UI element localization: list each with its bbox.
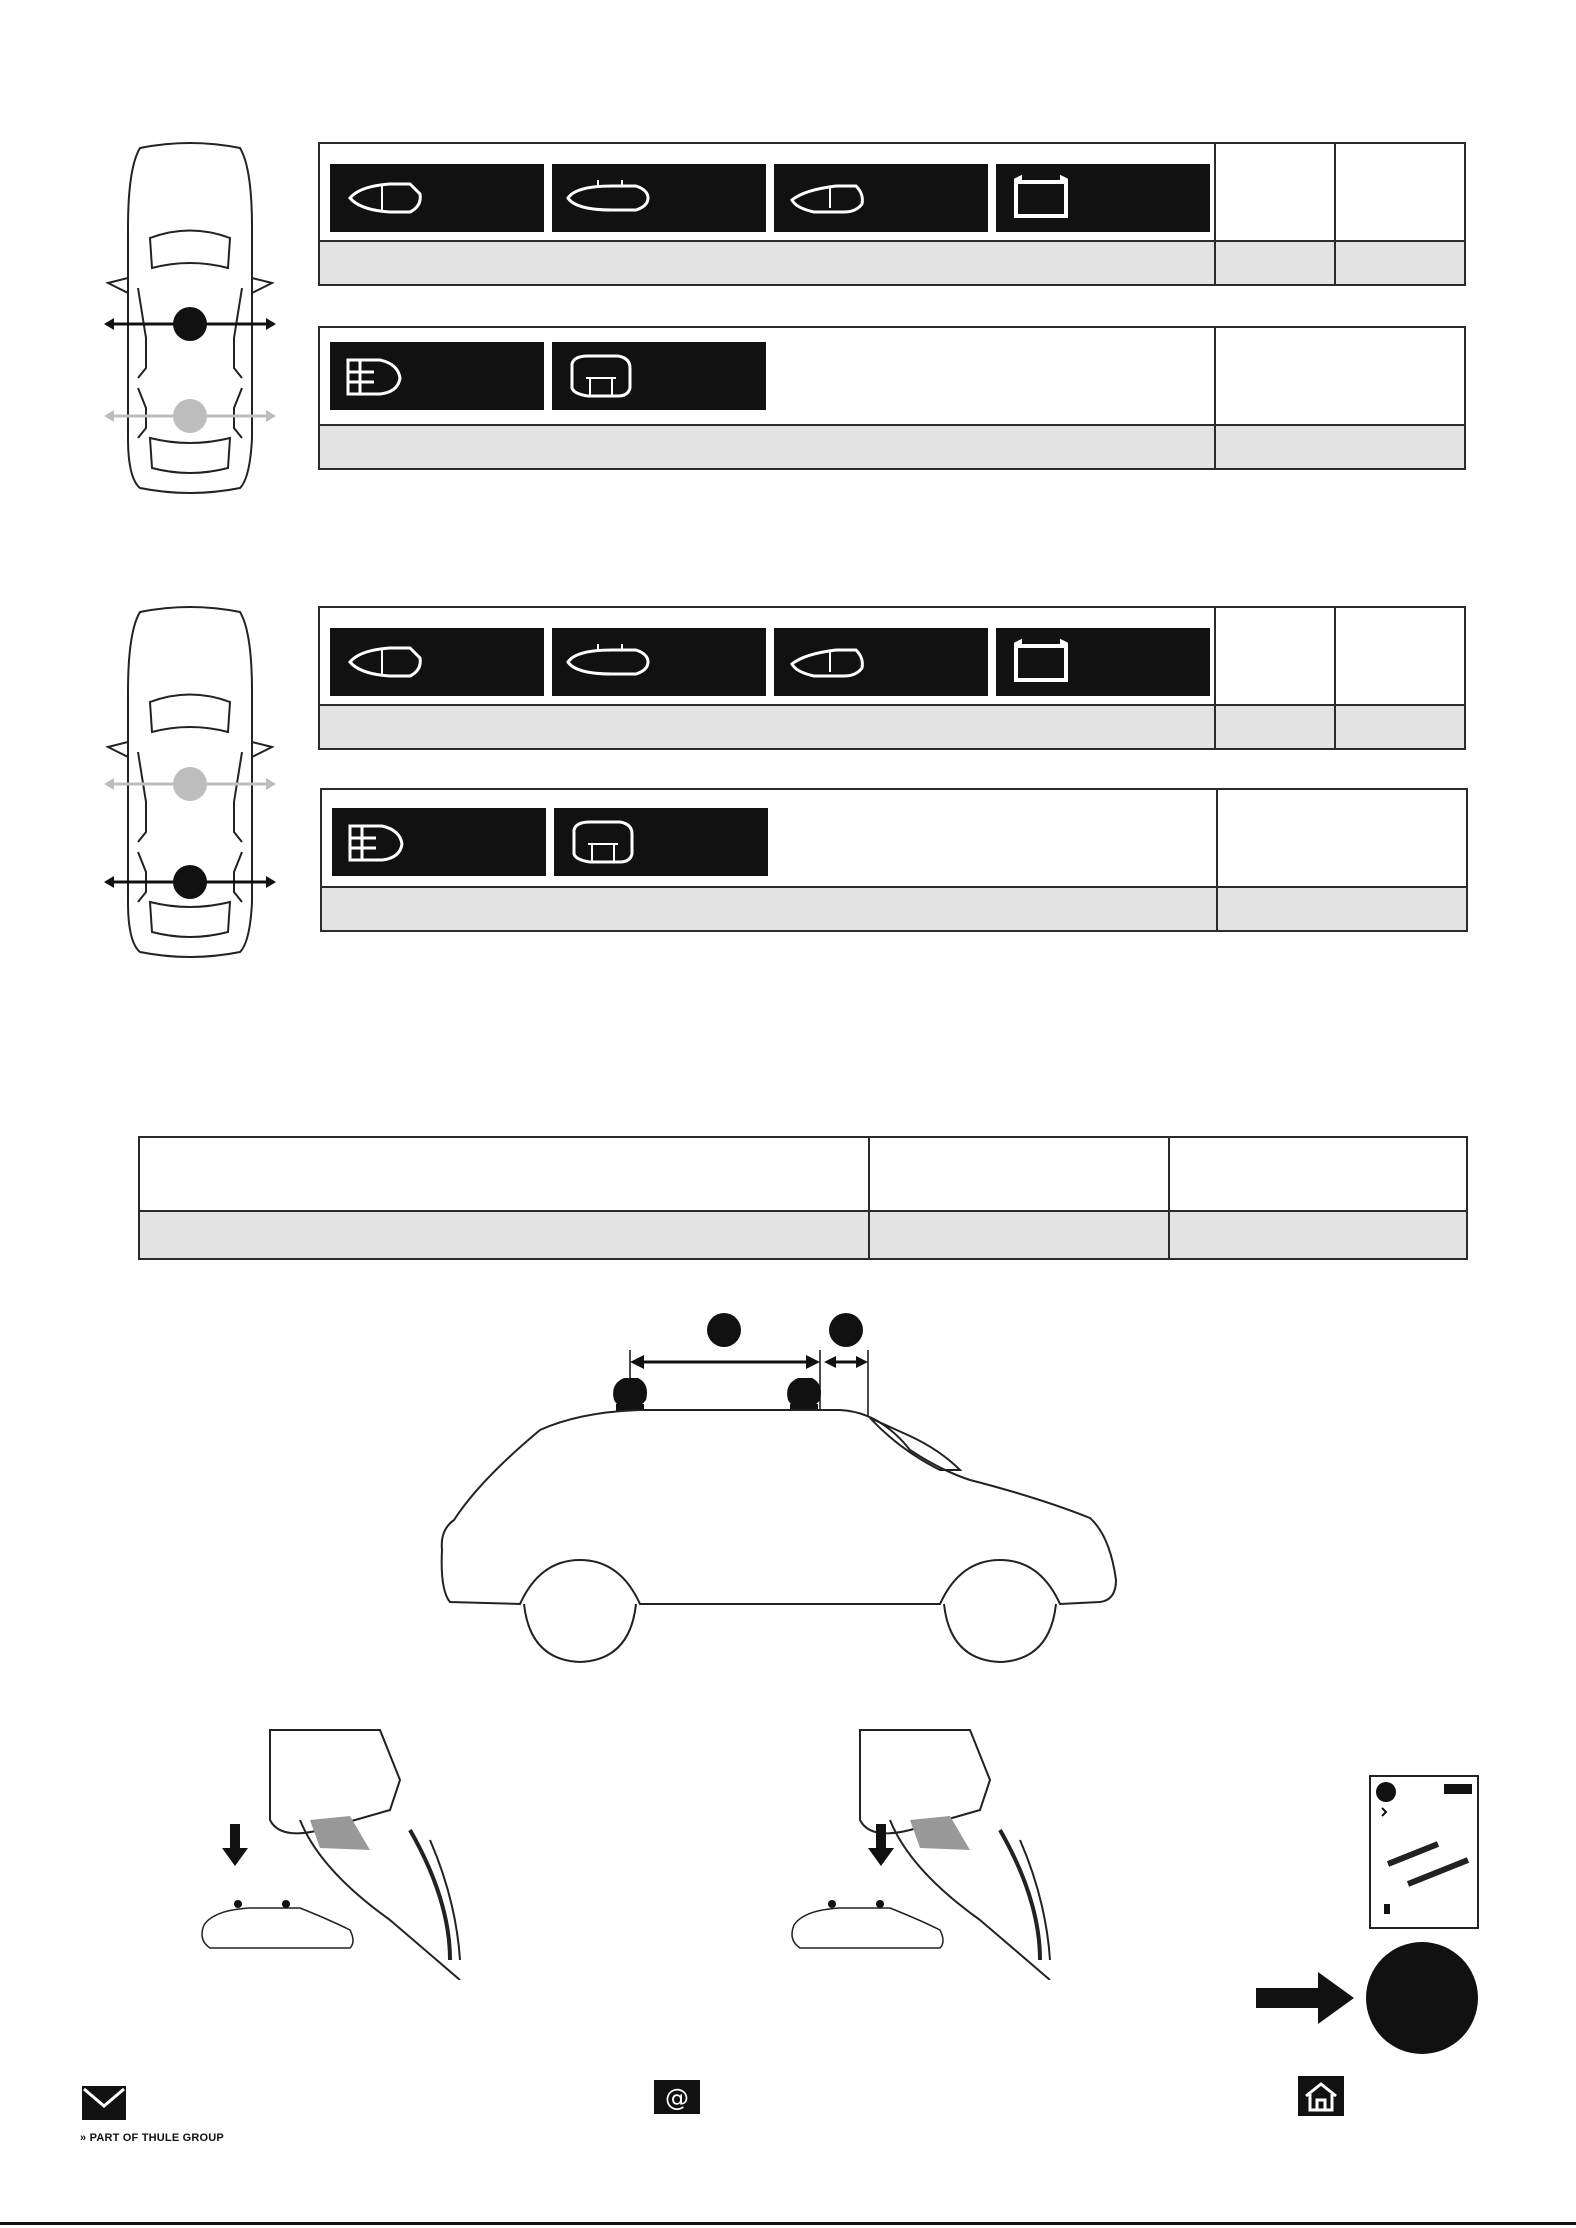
svg-text:@: @ (665, 2084, 689, 2112)
bar-profile-tile-slidebar (774, 628, 988, 696)
car-side-view-diagram (440, 1300, 1160, 1680)
rear-bar-position-inactive (104, 399, 276, 433)
next-step-circle[interactable] (1366, 1942, 1478, 2054)
squarebar-profile-icon (996, 164, 1210, 232)
front-bar-position-inactive (104, 767, 276, 801)
table-value-row (140, 1210, 1466, 1258)
page-bottom-rule (0, 2222, 1576, 2225)
bar-type-table-2 (318, 326, 1466, 470)
next-instruction-booklet (1368, 1774, 1480, 1930)
roof-foot-rear (787, 1378, 821, 1412)
front-bar-position (104, 307, 276, 341)
wingbar-edge-profile-icon (552, 164, 766, 232)
car-top-view-front (100, 138, 280, 498)
bar-profile-tile-wingbar-evo (552, 342, 766, 410)
bar-profile-tile-wingbar-evo (554, 808, 768, 876)
bar-profile-tile-squarebar (996, 164, 1210, 232)
spec-table (138, 1136, 1468, 1260)
wingbar-evo-profile-icon (552, 342, 766, 410)
bar-type-table-1 (318, 142, 1466, 286)
brand-line: » PART OF THULE GROUP (80, 2132, 224, 2144)
measurement-b (824, 1313, 868, 1420)
roof-foot-front (613, 1378, 647, 1412)
bar-profile-tile-wingbar-edge (552, 628, 766, 696)
arrow-right-icon (1256, 1970, 1356, 2026)
wingbar-profile-icon (330, 164, 544, 232)
bar-profile-tile-slidebar (774, 164, 988, 232)
car-top-view-rear (100, 602, 280, 962)
table-value-row (320, 704, 1464, 748)
bar-profile-tile-squarebar (996, 628, 1210, 696)
bar-profile-tile-proBar (330, 342, 544, 410)
bar-profile-tile-wingbar (330, 628, 544, 696)
foot-detail-rear (780, 1720, 1080, 1980)
bar-type-table-4 (320, 788, 1468, 932)
table-value-row (320, 424, 1464, 468)
rear-bar-position (104, 865, 276, 899)
table-value-row (322, 886, 1466, 930)
table-value-row (320, 240, 1464, 284)
bar-profile-tile-wingbar (330, 164, 544, 232)
home-icon[interactable] (1298, 2076, 1344, 2116)
bar-profile-tile-wingbar-edge (552, 164, 766, 232)
bar-type-table-3 (318, 606, 1466, 750)
mail-icon[interactable] (82, 2086, 126, 2120)
slidebar-profile-icon (774, 164, 988, 232)
foot-detail-front (190, 1720, 490, 1980)
probar-profile-icon (330, 342, 544, 410)
bar-profile-tile-proBar (332, 808, 546, 876)
chevron-icon: » (80, 2132, 87, 2144)
at-icon[interactable] (654, 2080, 700, 2114)
